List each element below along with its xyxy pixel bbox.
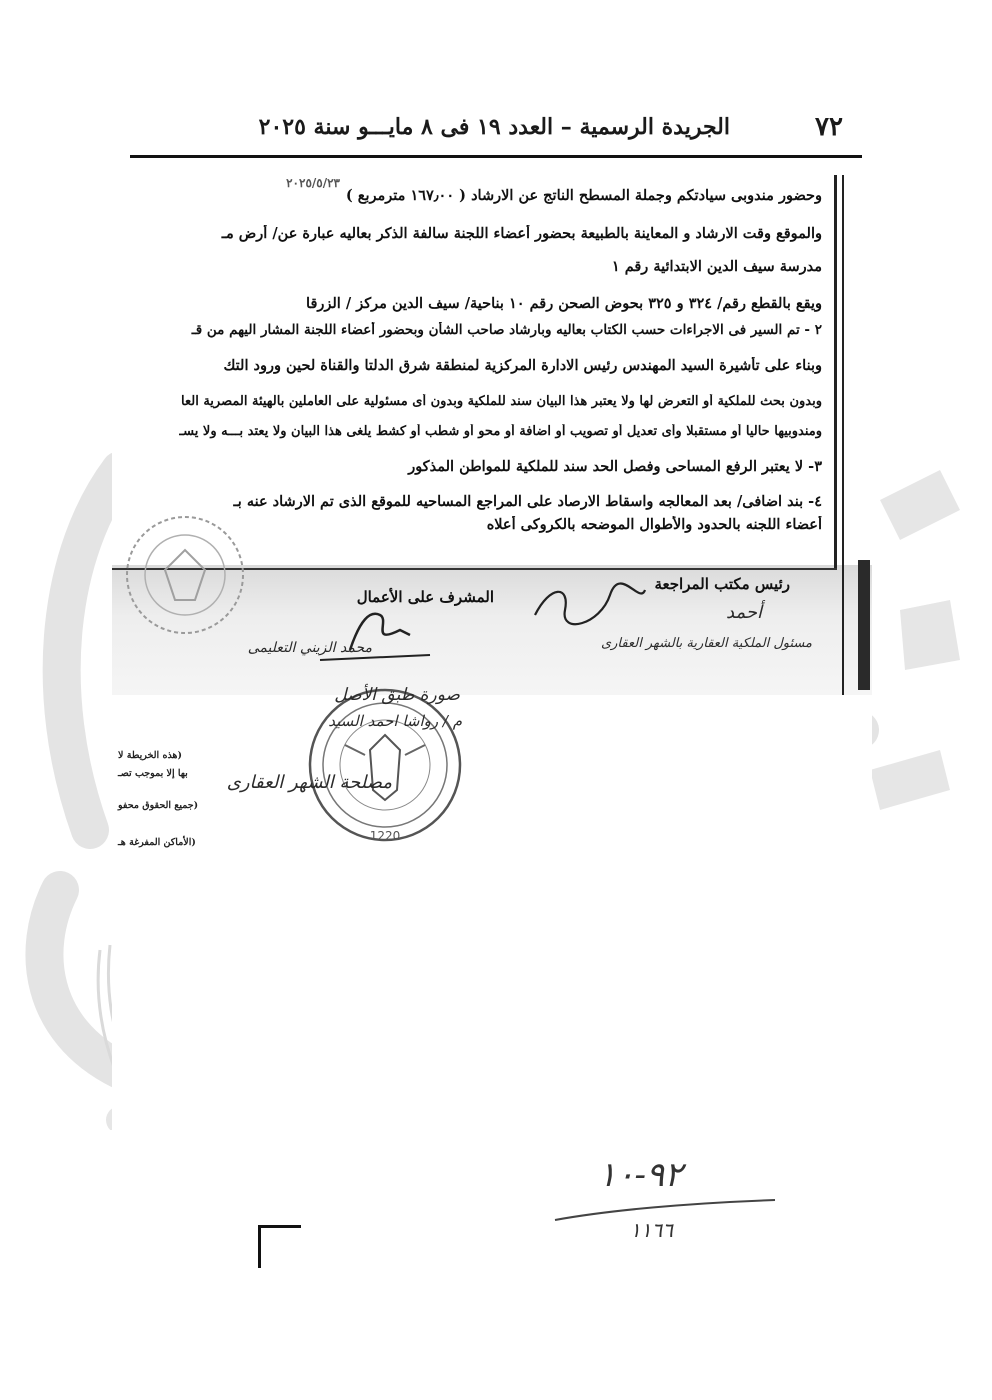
official-seal-icon [305,680,465,850]
faint-stamp-icon [120,500,250,650]
body-line-7: وبدون بحث للملكية أو التعرض لها ولا يعتبر هذا البيان سند للملكية وبدون أى مسئولية على العاملين بالهيئة المصرية العا [181,394,822,409]
body-line-2: والموقع وقت الارشاد و المعاينة بالطبيعة بحضور أعضاء اللجنة سالفة الذكر بعاليه عبارة عن/ أرض مـ [221,225,822,242]
body-line-10: ٤- بند اضافى/ بعد المعالجه واسقاط الارصاد على المراجع المساحيه للموقع الذى تم الارشاد عنه بـ [233,493,822,510]
body-line-11: أعضاء اللجنه بالحدود والأطوال الموضحه بالكروكى أعلاه [486,516,822,533]
handwritten-name-2: محمد الزيني التعليمى [247,640,372,656]
body-line-5: ٢ - تم السير فى الاجراءات حسب الكتاب بعاليه وبارشاد صاحب الشأن وبحضور أعضاء اللجنة المشار اليهم من قـ [191,322,822,338]
works-supervisor-label: المشرف على الأعمال [356,588,494,606]
scan-border-right-outer [842,175,844,695]
body-line-3: مدرسة سيف الدين الابتدائية رقم ١ [611,258,822,275]
left-note-1: (هذه الخريطة لا [118,750,182,761]
handwritten-name-1: أحمد [726,602,762,623]
scan-border-right [834,175,837,570]
body-line-4: ويقع بالقطع رقم/ ٣٢٤ و ٣٢٥ بحوض الصحن رقم ١٠ بناحية/ سيف الدين مركز / الزرقا [306,295,822,312]
page-header-title: الجريدة الرسمية – العدد ١٩ فى ٨ مايـــو سنة ٢٠٢٥ [258,114,730,140]
copy-stamp-text: مصلحة الشهر العقارى [226,772,392,793]
body-line-8: ومندوبيها حاليا أو مستقبلا وأى تعديل أو تصويب أو اضافة أو محو أو شطب أو كشط يلغى هذا البيان ولا يعتد بـــه ولا يسـ [179,424,822,439]
body-line-6: وبناء على تأشيرة السيد المهندس رئيس الادارة المركزية لمنطقة شرق الدلتا والقناة لحين ورود التك [223,357,822,374]
page-number: ٧٢ [815,112,843,142]
header-divider [130,155,862,158]
signature-scribble-1 [530,575,650,635]
left-note-2: بها إلا بموجب تصـ [118,768,188,779]
date-fragment: ٢٠٢٥/٥/٢٣ [286,176,340,190]
svg-text:1220: 1220 [369,829,401,843]
review-office-head-label: رئيس مكتب المراجعة [654,575,790,593]
copy-note-line-1: صورة طبق الأصل [334,685,460,705]
footer-number-top: ٩٢-١٠ [598,1155,683,1195]
body-line-1: وحضور مندوبى سيادتكم وجملة المسطح الناتج عن الارشاد ( ١٦٧٫٠٠ مترمربع ) [345,187,822,204]
left-note-3: (جميع الحقوق محفو [118,800,199,811]
page-corner-mark [258,1225,301,1268]
body-line-9: ٣- لا يعتبر الرفع المساحى وفصل الحد سند للملكية للمواطن المذكور [408,458,822,475]
footer-number-bottom: ١١٦٦ [630,1218,673,1242]
copy-note-line-2: م / رواشا احمد السيد [328,712,462,730]
handwritten-role: مسئول الملكية العقارية بالشهر العقارى [600,636,812,651]
left-note-4: (الأماكن المفرغة هـ [118,837,196,848]
signature-scribble-2 [310,600,440,670]
scan-edge [858,560,870,690]
